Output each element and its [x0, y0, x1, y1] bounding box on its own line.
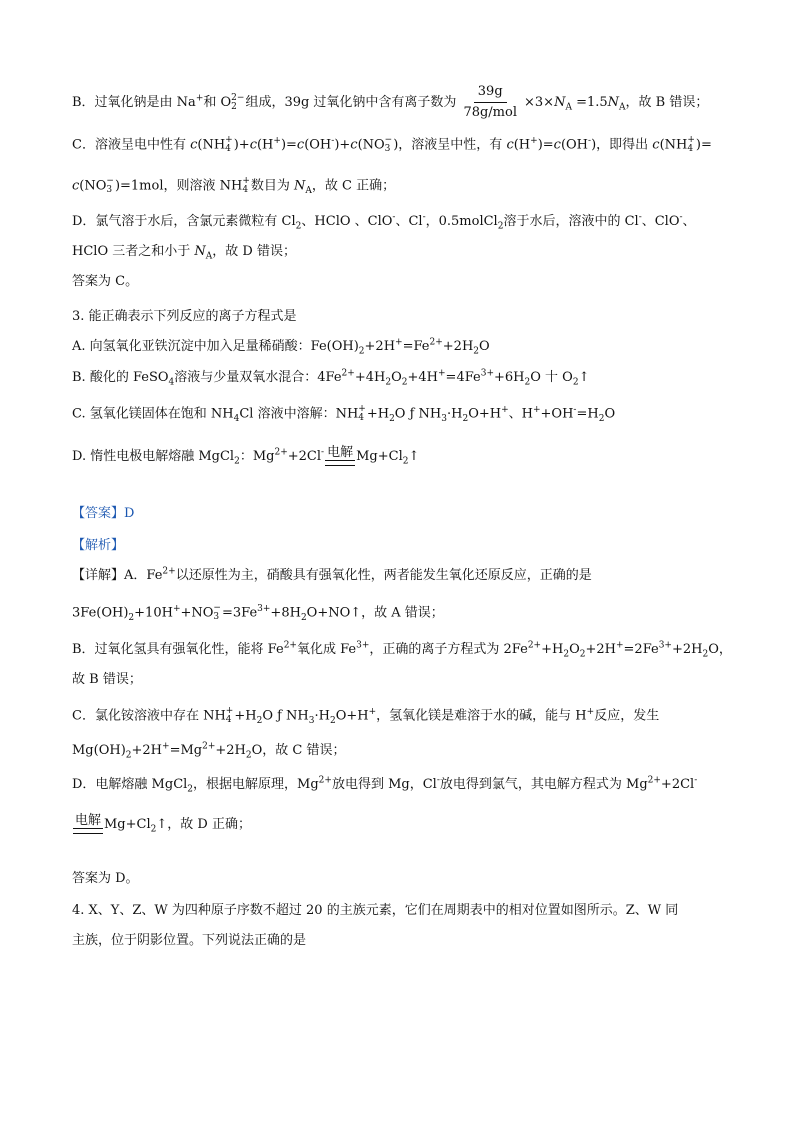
conc-symbol: c — [553, 137, 561, 153]
ion-top: − — [384, 135, 393, 145]
text: ·H — [446, 406, 463, 422]
text: C．溶液呈电中性有 — [72, 137, 191, 153]
text: O — [604, 406, 616, 422]
text: HClO 三者之和小于 — [72, 244, 195, 259]
option-c-explanation-line1 — [72, 136, 734, 155]
text: Cl 溶液中溶解：NH — [239, 406, 359, 422]
fraction-denominator: 78g/mol — [463, 105, 517, 120]
text: ，故 D 错误； — [212, 244, 296, 259]
question-3: 3. 能正确表示下列反应的离子方程式是 — [72, 309, 297, 324]
sup: + — [501, 405, 509, 416]
text: O+H — [468, 406, 502, 422]
text: 放电得到 Mg，Cl — [331, 777, 437, 792]
text: C. 氢氧化镁固体在饱和 NH — [72, 406, 234, 422]
sub: 2 — [187, 784, 194, 795]
text: )= — [280, 137, 297, 153]
sup: 3+ — [658, 640, 672, 651]
text: D．电解熔融 MgCl — [72, 777, 188, 792]
equals-bar — [73, 828, 103, 834]
text: (OH — [560, 137, 589, 153]
question-4-line1: 4. X、Y、Z、W 为四种原子序数不超过 20 的主族元素，它们在周期表中的相对位置如图所示。Z、W 同 — [72, 903, 679, 918]
conc-symbol: c — [350, 137, 358, 153]
ion-top: + — [225, 706, 234, 716]
answer-tag: 【答案】D — [72, 506, 135, 521]
question-4-line2: 主族，位于阴影位置。下列说法正确的是 — [72, 933, 307, 948]
text: (OH — [304, 137, 332, 153]
sub: 2 — [358, 346, 365, 357]
text: 组成，39g 过氧化钠中含有离子数为 — [245, 95, 457, 110]
text: (NO — [79, 178, 107, 194]
sub: 4 — [233, 414, 240, 425]
text: +2H — [671, 642, 703, 657]
conc-symbol: c — [652, 137, 660, 153]
text: B．过氧化氢具有强氧化性，能将 Fe — [72, 642, 284, 657]
text: 3Fe(OH) — [72, 605, 129, 621]
text: +2H — [215, 743, 246, 758]
text: ，故 C 正确； — [311, 178, 396, 194]
ion-top: − — [213, 603, 221, 613]
condition-label: 电解 — [74, 813, 101, 828]
text: +4H — [407, 370, 438, 385]
sup: - — [331, 136, 335, 147]
text: )+ — [233, 137, 250, 153]
text: C．氯化铵溶液中存在 NH — [72, 708, 226, 724]
text: D. 惰性电极电解熔融 MgCl — [72, 449, 235, 464]
sub: 2 — [234, 456, 240, 467]
sub: 2 — [329, 716, 336, 727]
text: ，根据电解原理，Mg — [193, 777, 319, 792]
text: 反应，发生 — [594, 708, 660, 724]
ion-bottom: 3 — [106, 185, 113, 195]
sub: 2 — [256, 716, 263, 727]
sup: - — [422, 212, 426, 223]
ion-charge — [358, 405, 366, 423]
text: ↑，故 D 正确； — [156, 817, 251, 832]
text: O ƒ NH — [262, 708, 309, 724]
sup: + — [273, 136, 281, 147]
text: O ƒ NH — [394, 406, 442, 422]
answer-c: 答案为 C。 — [72, 274, 139, 289]
sup: - — [573, 405, 577, 416]
text: 、HClO 、ClO — [301, 214, 393, 229]
sub: 2 — [702, 649, 709, 660]
sup: + — [368, 707, 377, 718]
text: +NO — [180, 605, 214, 621]
text: )=1mol，则溶液 NH — [114, 178, 243, 194]
text: +6H — [494, 370, 525, 385]
text: O+H — [335, 708, 369, 724]
sub: A — [305, 186, 312, 197]
text: O 十 O — [530, 370, 573, 385]
sub: 2 — [300, 613, 307, 624]
electrolysis-condition — [325, 446, 355, 466]
text: Mg+Cl — [104, 817, 151, 832]
text: =1.5 — [571, 95, 608, 110]
sup: + — [532, 405, 541, 416]
sup: - — [588, 136, 592, 147]
conc-symbol: c — [506, 137, 514, 153]
text: )，溶液呈中性，有 — [393, 137, 507, 153]
text: 、 — [682, 214, 696, 229]
sub: 2 — [579, 649, 586, 660]
question-3-option-a — [72, 338, 734, 356]
answer-d: 答案为 D。 — [72, 871, 139, 886]
text: +2H — [442, 339, 474, 354]
sub: A — [619, 102, 626, 113]
text: 溶于水后，溶液中的 Cl — [503, 214, 639, 229]
ion-top: + — [358, 404, 366, 414]
text: +8H — [270, 605, 301, 621]
sup: - — [679, 212, 683, 223]
ion-charge — [213, 604, 221, 622]
sub: A — [565, 102, 572, 113]
ion-bottom: 3 — [213, 612, 220, 622]
text: =H — [576, 406, 599, 422]
sup: 3+ — [480, 368, 494, 379]
text: O — [391, 370, 402, 385]
text: )= — [695, 137, 712, 153]
sup: 2+ — [647, 775, 661, 786]
sup: + — [395, 337, 403, 348]
conc-symbol: c — [249, 137, 257, 153]
sup: + — [438, 368, 446, 379]
text: 以还原性为主，硝酸具有强氧化性，两者能发生氧化还原反应，正确的是 — [175, 568, 592, 583]
text: )+ — [334, 137, 351, 153]
sup: + — [586, 707, 595, 718]
ion-bottom: 3 — [384, 144, 391, 154]
sup: 2+ — [274, 447, 288, 458]
text: +2H — [585, 642, 616, 657]
text: 数目为 — [250, 178, 295, 194]
text: 溶液与少量双氧水混合：4Fe — [174, 370, 342, 385]
text: +2H — [364, 339, 396, 354]
text: +2Cl — [660, 777, 695, 792]
sub: 3 — [441, 414, 447, 425]
sub: 2 — [389, 414, 395, 425]
option-d-explanation-line2 — [72, 243, 734, 261]
text: +4H — [354, 370, 386, 385]
text: O+NO↑，故 A 错误； — [306, 605, 444, 621]
text: ，0.5molCl — [425, 214, 498, 229]
text: 【详解】A．Fe — [72, 568, 163, 583]
text: D．氯气溶于水后，含氯元素微粒有 Cl — [72, 214, 296, 229]
sup: 2+ — [318, 775, 332, 786]
text: (NO — [357, 137, 385, 153]
ion-top: + — [225, 135, 233, 145]
avogadro-symbol: N — [194, 244, 206, 259]
text: 、H — [508, 406, 533, 422]
sub: 2 — [462, 414, 469, 425]
ion-bottom: 4 — [225, 715, 232, 725]
text: A. 向氢氧化亚铁沉淀中加入足量稀硝酸：Fe(OH) — [72, 339, 359, 354]
sup: 2+ — [202, 741, 216, 752]
sup: 3+ — [257, 604, 271, 615]
ion-charge — [106, 177, 114, 195]
analysis-b-line2: 故 B 错误； — [72, 672, 142, 687]
avogadro-symbol: N — [607, 95, 620, 110]
ion-bottom: 4 — [358, 413, 365, 423]
ion-bottom: 4 — [225, 144, 231, 154]
sup: - — [392, 212, 396, 223]
sup: 2+ — [283, 640, 297, 651]
analysis-d-line1 — [72, 776, 734, 794]
sup: 2+ — [429, 337, 443, 348]
sup: 3+ — [356, 640, 370, 651]
sup: + — [615, 640, 624, 651]
text: 、ClO — [641, 214, 680, 229]
sub: 2 — [524, 377, 531, 388]
text: )= — [537, 137, 554, 153]
text: ×3× — [524, 95, 555, 110]
conc-symbol: c — [296, 137, 305, 153]
option-c-explanation-line2 — [72, 177, 734, 196]
text: 放电得到氯气，其电解方程式为 Mg — [439, 777, 648, 792]
sub: 2 — [245, 750, 252, 761]
sup: + — [162, 741, 170, 752]
analysis-tag: 【解析】 — [72, 538, 125, 553]
text: Mg+Cl — [356, 449, 403, 464]
ion-top: 2− — [231, 92, 245, 103]
text: B．过氧化钠是由 Na — [72, 95, 196, 110]
text: (H — [256, 137, 274, 153]
text: (NH — [197, 137, 226, 153]
sub: 2 — [385, 377, 392, 388]
text: 氧化成 Fe — [296, 642, 357, 657]
analysis-d-line2 — [72, 814, 734, 834]
ion-charge — [225, 136, 233, 154]
ion-bottom: 2 — [231, 101, 237, 112]
ion-charge — [385, 136, 393, 154]
text: +H — [234, 708, 257, 724]
text: 、Cl — [395, 214, 423, 229]
text: )，即得出 — [591, 137, 653, 153]
text: =2Fe — [623, 642, 659, 657]
sub: 2 — [402, 456, 409, 467]
text: 和 O — [203, 95, 232, 110]
text: ，氢氧化镁是难溶于水的碱，能与 H — [376, 708, 587, 724]
avogadro-symbol: N — [554, 95, 566, 110]
sub: 3 — [308, 716, 315, 727]
sub: 2 — [150, 824, 157, 835]
text: O，故 C 错误； — [251, 743, 346, 758]
text: ↑ — [408, 449, 420, 464]
ion-charge — [226, 707, 234, 725]
sub: 2 — [401, 377, 408, 388]
sub: 2 — [128, 613, 135, 624]
ion-top: + — [687, 135, 695, 145]
sub: 2 — [572, 377, 579, 388]
sup: - — [436, 775, 440, 786]
equals-bar — [325, 460, 355, 466]
text: +2Cl — [287, 449, 322, 464]
conc-symbol: c — [190, 137, 198, 153]
ion-bottom: 4 — [687, 144, 694, 154]
sup: - — [694, 775, 698, 786]
option-d-explanation-line1 — [72, 213, 734, 231]
analysis-c-line2 — [72, 742, 734, 760]
sub: 2 — [497, 221, 504, 232]
text: Mg(OH) — [72, 743, 126, 758]
condition-label: 电解 — [327, 445, 354, 460]
text: =4Fe — [445, 370, 481, 385]
text: O — [569, 642, 580, 657]
text: ·H — [314, 708, 330, 724]
analysis-a-line2 — [72, 604, 734, 623]
text: +OH — [540, 406, 574, 422]
sup: 2+ — [162, 566, 176, 577]
question-3-option-b — [72, 369, 734, 387]
text: ，故 B 错误； — [625, 95, 709, 110]
text: +H — [541, 642, 564, 657]
ion-charge — [231, 94, 244, 112]
sub: 2 — [125, 750, 132, 761]
avogadro-symbol: N — [294, 178, 306, 194]
sub: 2 — [563, 649, 570, 660]
text: ，正确的离子方程式为 2Fe — [369, 642, 528, 657]
text: +H — [366, 406, 390, 422]
text: B. 酸化的 FeSO — [72, 370, 169, 385]
text: +10H — [134, 605, 173, 621]
text: =Fe — [402, 339, 430, 354]
sub: A — [205, 251, 213, 262]
sub: 2 — [473, 346, 480, 357]
sub: 2 — [295, 221, 302, 232]
sup: 2+ — [341, 368, 355, 379]
text: =3Fe — [221, 605, 258, 621]
text: +2H — [131, 743, 163, 758]
ion-charge — [242, 177, 250, 195]
sub: 4 — [168, 377, 175, 388]
fraction — [459, 84, 521, 121]
text: (H — [513, 137, 531, 153]
text: (NH — [659, 137, 688, 153]
analysis-a-line1 — [72, 567, 734, 585]
conc-symbol: c — [72, 178, 80, 194]
ion-bottom: 4 — [242, 185, 249, 195]
text: O， — [708, 642, 732, 657]
text: =Mg — [169, 743, 203, 758]
sup: + — [172, 604, 181, 615]
text: O — [479, 339, 490, 354]
analysis-c-line1 — [72, 707, 734, 726]
sup: + — [530, 136, 538, 147]
sup: 2+ — [527, 640, 542, 651]
ion-top: − — [106, 176, 114, 186]
sup: + — [195, 93, 204, 104]
ion-top: + — [242, 176, 250, 186]
text: ：Mg — [239, 449, 275, 464]
sup: - — [321, 447, 325, 458]
fraction-numerator: 39g — [474, 84, 507, 103]
electrolysis-condition — [73, 814, 103, 834]
sup: - — [638, 212, 642, 223]
text: ↑ — [578, 370, 590, 385]
question-3-option-c — [72, 405, 734, 424]
sub: 2 — [598, 414, 605, 425]
option-b-explanation — [72, 84, 734, 121]
question-3-option-d — [72, 446, 734, 466]
ion-charge — [687, 136, 695, 154]
analysis-b-line1 — [72, 641, 734, 659]
